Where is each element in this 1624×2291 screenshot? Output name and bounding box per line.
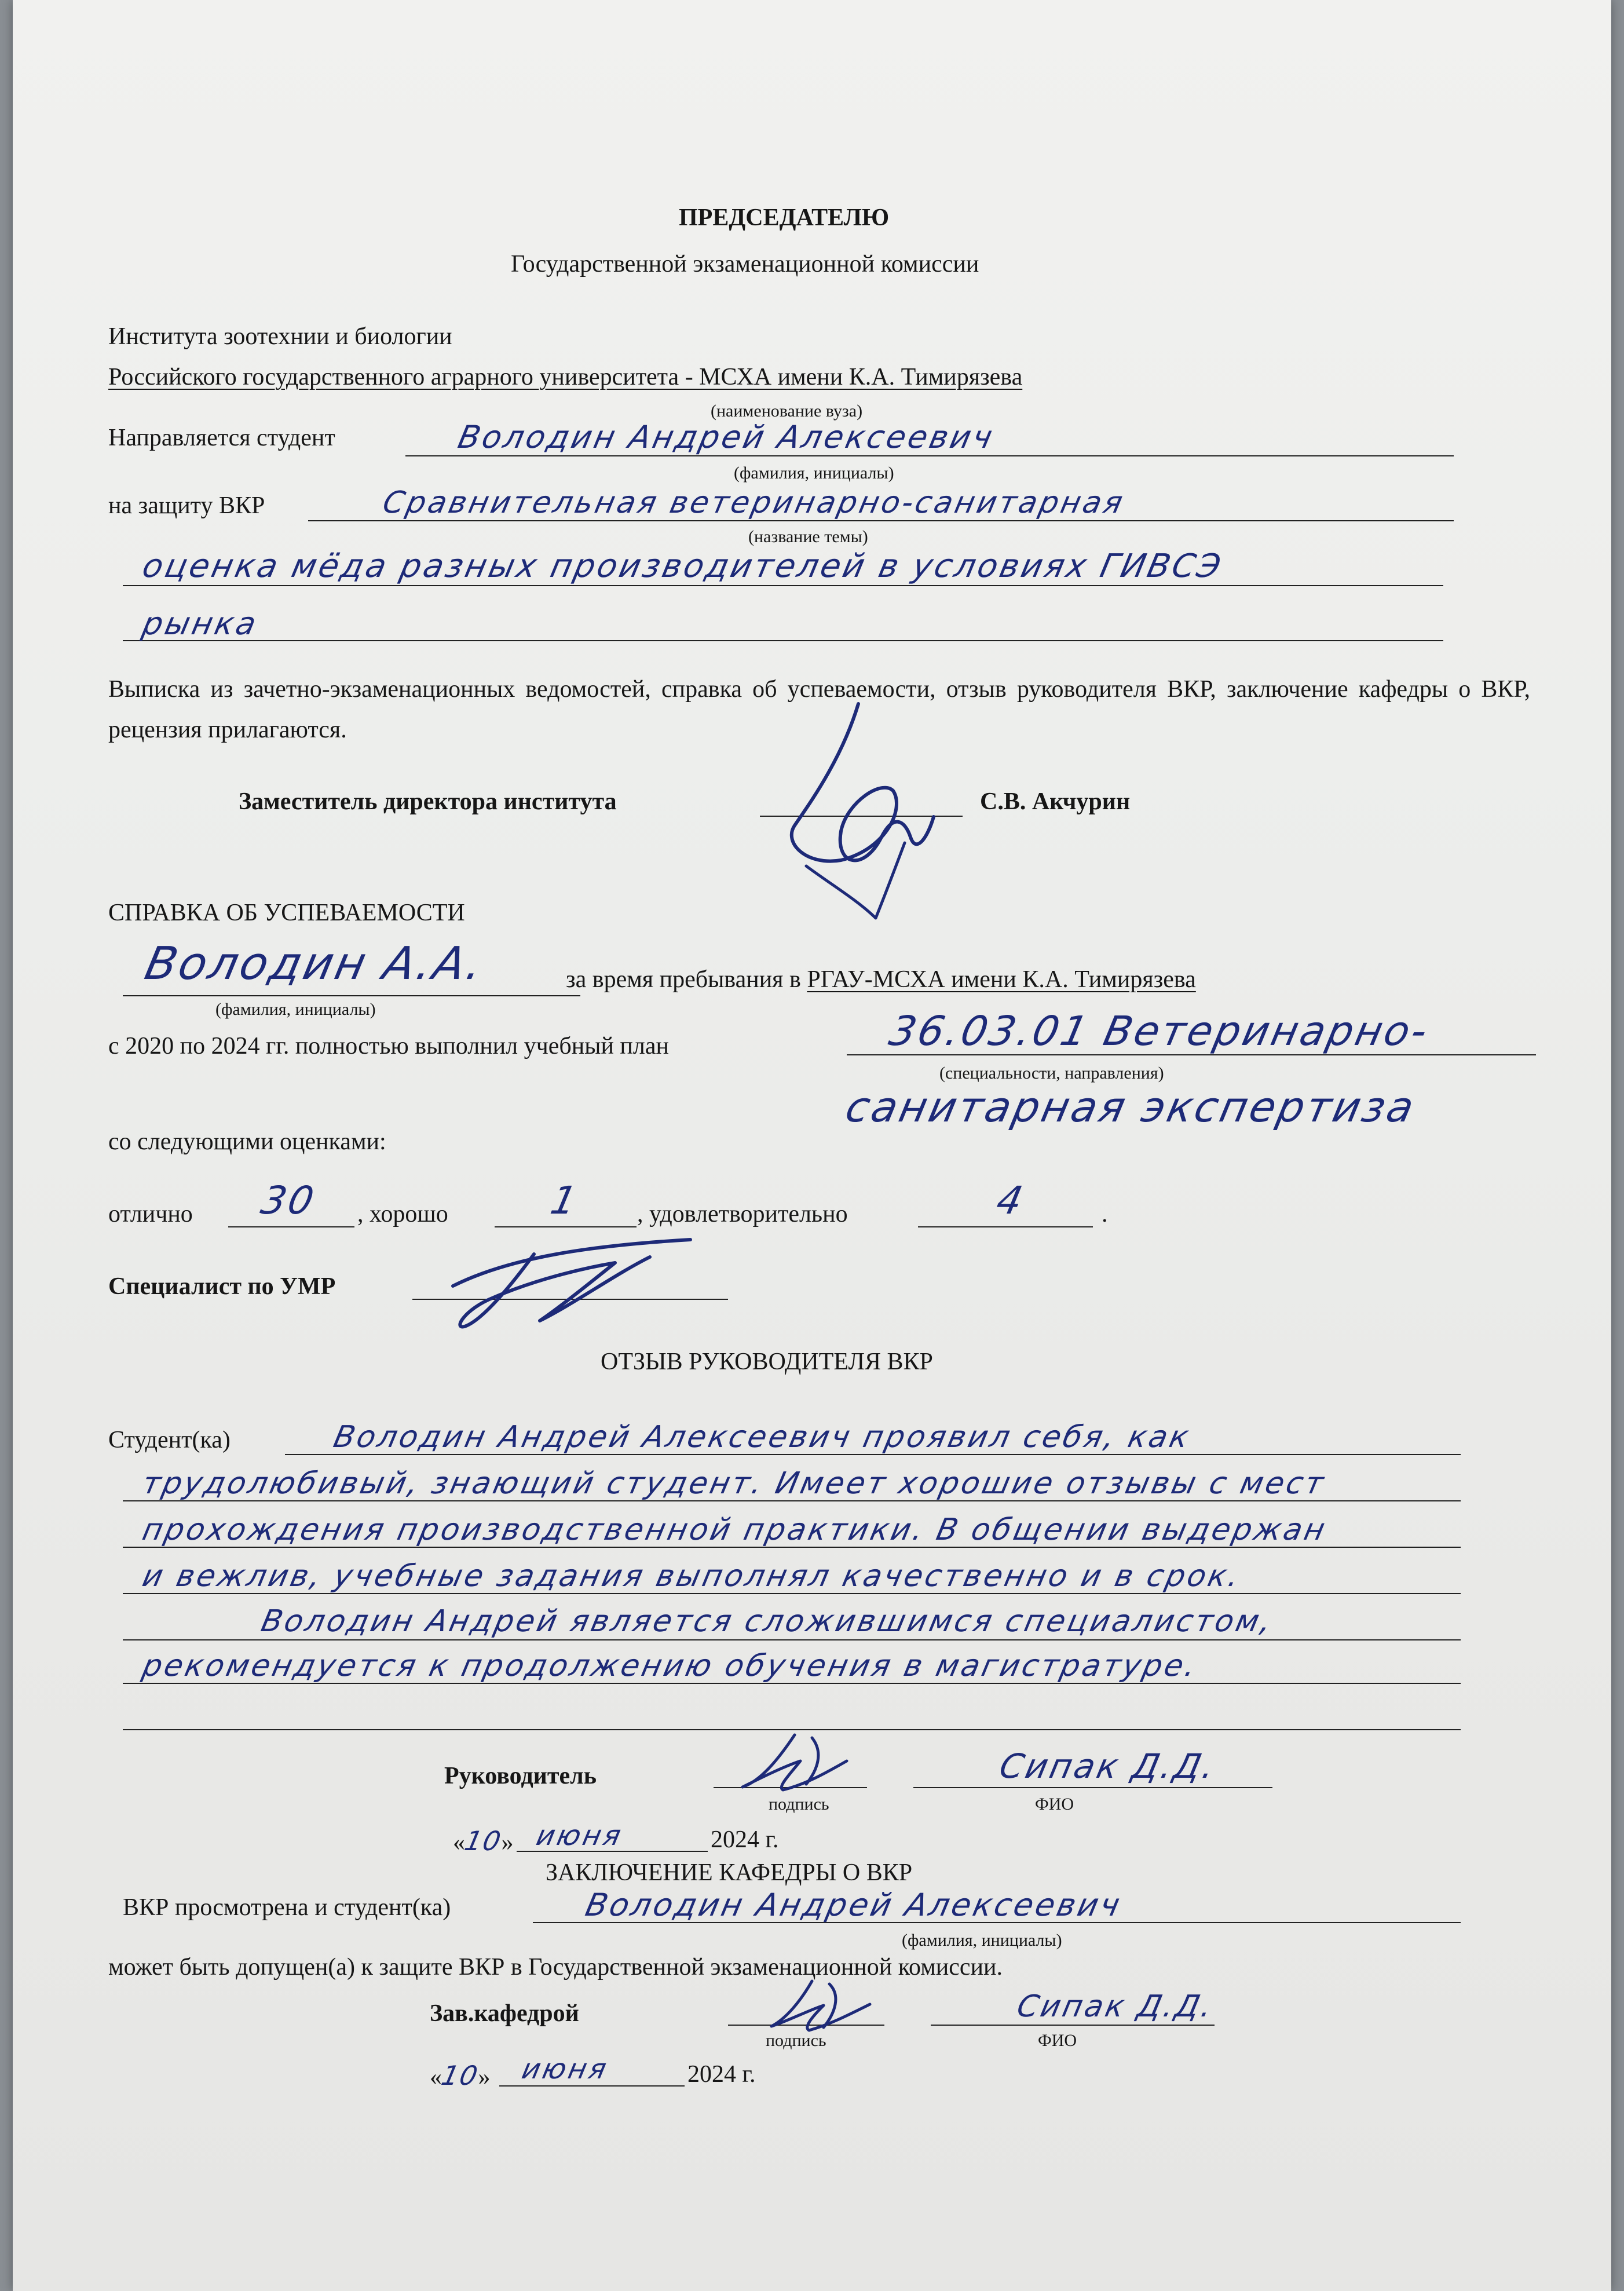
excellent-label: отлично (108, 1201, 193, 1227)
page-title: ПРЕДСЕДАТЕЛЮ (679, 204, 890, 231)
excellent-line (228, 1226, 354, 1227)
topic-caption: (название темы) (748, 527, 868, 546)
topic-handwritten-1: Сравнительная ветеринарно-санитарная (379, 485, 1128, 520)
satisfactory-line (918, 1226, 1093, 1227)
specialty-handwritten-1: 36.03.01 Ветеринарно- (885, 1007, 1434, 1055)
conclusion-admit-text: может быть допущен(а) к защите ВКР в Государственной экзаменационной комиссии. (108, 1954, 1003, 1981)
conclusion-name-caption: (фамилия, инициалы) (902, 1931, 1062, 1950)
specialty-handwritten-2: санитарная экспертиза (842, 1083, 1421, 1131)
review-text-line: Володин Андрей является сложившимся специалистом, (258, 1604, 1277, 1639)
excellent-count: 30 (257, 1178, 320, 1223)
certificate-name-line (123, 995, 580, 996)
university-name: Российского государственного аграрного университета - МСХА имени К.А. Тимирязева (108, 364, 1023, 390)
supervisor-signature (725, 1726, 864, 1802)
student-name-line (405, 455, 1454, 456)
defense-label: на защиту ВКР (108, 492, 265, 519)
conclusion-year: 2024 г. (687, 2061, 756, 2088)
topic-handwritten-3: рынка (139, 605, 262, 642)
conclusion-month-handwritten: июня (519, 2053, 612, 2085)
topic-handwritten-2: оценка мёда разных производителей в условиях ГИВСЭ (139, 547, 1227, 585)
grades-label: со следующими оценками: (108, 1128, 386, 1155)
deputy-label: Заместитель директора института (239, 788, 617, 815)
specialist-signature (441, 1222, 702, 1338)
certificate-title: СПРАВКА ОБ УСПЕВАЕМОСТИ (108, 900, 465, 926)
review-line-5 (123, 1639, 1461, 1640)
topic-line-2 (123, 585, 1443, 586)
conclusion-title: ЗАКЛЮЧЕНИЕ КАФЕДРЫ О ВКР (546, 1859, 913, 1886)
conclusion-month-line (499, 2085, 685, 2087)
conclusion-date: «10» (430, 2060, 491, 2091)
head-fio-handwritten: Сипак Д.Д. (1014, 1989, 1217, 2024)
supervisor-label: Руководитель (444, 1763, 597, 1789)
head-signature-caption: подпись (766, 2031, 826, 2050)
head-label: Зав.кафедрой (430, 2000, 579, 2027)
review-year: 2024 г. (711, 1826, 779, 1853)
review-text-line: рекомендуется к продолжению обучения в магистратуре. (139, 1649, 1201, 1683)
certificate-name-caption: (фамилия, инициалы) (215, 1000, 376, 1019)
supervisor-signature-caption: подпись (769, 1795, 829, 1814)
specialist-label: Специалист по УМР (108, 1273, 336, 1300)
review-month-handwritten: июня (533, 1819, 626, 1852)
student-name-handwritten: Володин Андрей Алексеевич (455, 419, 998, 455)
attachments-text: Выписка из зачетно-экзаменационных ведомостей, справка об успеваемости, отзыв руководителя ВКР, заключение кафедры о ВКР, рецензия прилагаются. (108, 676, 1530, 743)
review-date: «10» (453, 1825, 514, 1857)
conclusion-reviewed-label: ВКР просмотрена и студент(ка) (123, 1894, 451, 1921)
deputy-signature (771, 692, 957, 924)
topic-line-3 (123, 640, 1443, 641)
grades-end-dot: . (1102, 1201, 1108, 1227)
review-text-line: Володин Андрей Алексеевич проявил себя, как (330, 1420, 1194, 1455)
supervisor-fio-caption: ФИО (1035, 1795, 1074, 1814)
review-student-label: Студент(ка) (108, 1427, 231, 1453)
head-fio-line (931, 2025, 1215, 2026)
head-fio-caption: ФИО (1038, 2031, 1077, 2050)
supervisor-fio-line (913, 1787, 1272, 1788)
review-title: ОТЗЫВ РУКОВОДИТЕЛЯ ВКР (601, 1349, 933, 1375)
commission-subtitle: Государственной экзаменационной комиссии (511, 251, 979, 277)
deputy-name: С.В. Акчурин (980, 788, 1131, 815)
certificate-years-text: с 2020 по 2024 гг. полностью выполнил учебный план (108, 1033, 669, 1059)
certificate-period-text: за время пребывания в РГАУ-МСХА имени К.А. Тимирязева (566, 966, 1196, 993)
satisfactory-label: , удовлетворительно (637, 1201, 848, 1227)
certificate-name-handwritten: Володин А.А. (140, 938, 490, 990)
student-name-caption: (фамилия, инициалы) (734, 463, 894, 483)
review-text-line: прохождения производственной практики. В общении выдержан (139, 1512, 1330, 1547)
university-caption: (наименование вуза) (711, 401, 863, 421)
good-count: 1 (546, 1178, 583, 1223)
document-page (13, 0, 1611, 2291)
conclusion-name-handwritten: Володин Андрей Алексеевич (582, 1887, 1125, 1923)
head-signature (754, 1975, 887, 2039)
institute-name: Института зоотехнии и биологии (108, 323, 452, 350)
good-label: , хорошо (357, 1201, 448, 1227)
topic-line-1 (308, 520, 1454, 521)
review-text-line: и вежлив, учебные задания выполнял качественно и в срок. (139, 1559, 1245, 1594)
supervisor-fio-handwritten: Сипак Д.Д. (996, 1746, 1220, 1786)
student-label: Направляется студент (108, 425, 335, 451)
specialty-caption: (специальности, направления) (939, 1064, 1164, 1083)
satisfactory-count: 4 (992, 1178, 1029, 1223)
review-text-line: трудолюбивый, знающий студент. Имеет хорошие отзывы с мест (139, 1466, 1329, 1501)
